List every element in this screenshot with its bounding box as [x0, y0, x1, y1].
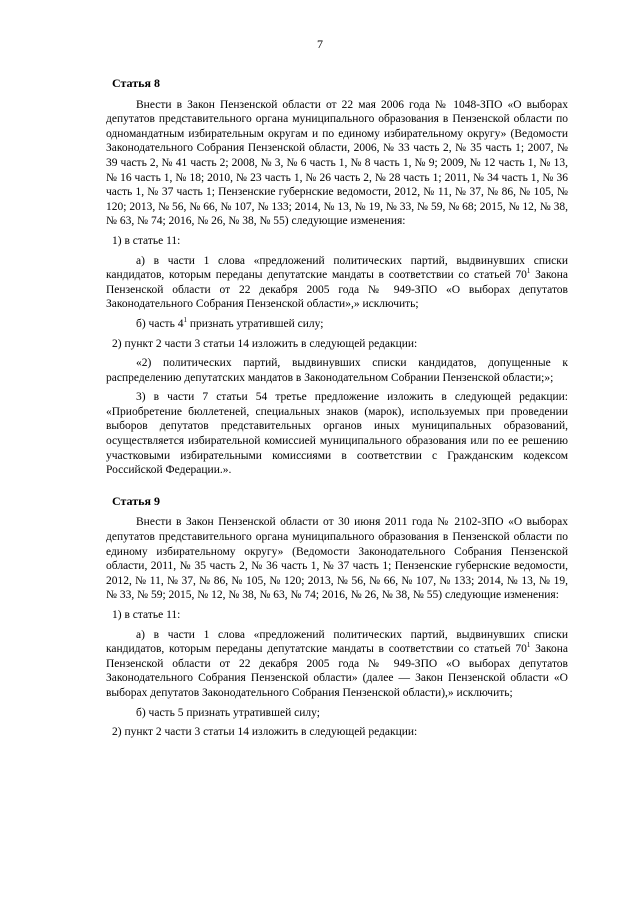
- article-9-item-1a-text-end: Закона Пензенской области от 22 декабря 2005 года № 949-ЗПО «О выборах депутатов Законодательного Собрания Пензенской области» (далее — Закон Пензенской области «О выборах депутатов Законодательного Собрания Пензенской области),» исключить;: [106, 643, 568, 699]
- article-8-item-2-quote: «2) политических партий, выдвинувших списки кандидатов, допущенные к распределению депутатских мандатов в Законодательном Собрании Пензенской области;»;: [106, 357, 568, 384]
- article-8-item-1b-text-end: признать утратившей силу;: [186, 317, 324, 330]
- document-body: [106, 76, 568, 740]
- article-9-title: Статья 9: [112, 493, 160, 508]
- article-8-item-1a: [106, 254, 568, 312]
- article-8-item-1: 1) в статье 11:: [112, 234, 181, 247]
- article-8-item-1a-sup: 1: [526, 267, 531, 276]
- article-9-item-1b: б) часть 5 признать утратившей силу;: [136, 706, 320, 719]
- article-9-item-1a: [106, 628, 568, 701]
- article-9-intro: Внести в Закон Пензенской области от 30 июня 2011 года № 2102-ЗПО «О выборах депутатов представительного органа муниципального образования в Пензенской области по единому избирательному округу» (Ведомости Законодательного Собрания Пензенской области, 2011, № 35 часть 2, № 36 часть 1, № 37 часть 1; Пензенские губернские ведомости, 2012, № 11, № 37, № 86, № 105, № 120; 2013, № 56, № 66, № 107, № 133; 2014, № 13, № 19, № 33, № 59; 2015, № 12, № 38, № 63, № 74; 2016, № 26, № 38, № 55) следующие изменения:: [106, 516, 568, 602]
- article-8-item-1b: [106, 317, 568, 332]
- article-8-item-3: 3) в части 7 статьи 54 третье предложение изложить в следующей редакции: «Приобретение бюллетеней, специальных знаков (марок), используемых при проведении выборов депутатов представительных органов иных муниципальных образований, осуществляется избирательной комиссией муниципального образования или по ее решению участковыми избирательными комиссиями в соответствии с Гражданским кодексом Российской Федерации.».: [106, 391, 568, 477]
- article-9-item-1a-sup: 1: [526, 641, 531, 650]
- article-9-item-1a-text: а) в части 1 слова «предложений политических партий, выдвинувших списки кандидатов, которым переданы депутатские мандаты в соответствии со статьей 70: [106, 628, 568, 656]
- article-8-item-1a-text-end: Закона Пензенской области от 22 декабря 2005 года № 949-ЗПО «О выборах депутатов Законодательного Собрания Пензенской области»,» исключить;: [106, 269, 568, 311]
- article-8-item-1b-text: б) часть 4: [136, 317, 184, 330]
- article-8-title: Статья 8: [112, 76, 160, 90]
- article-8-item-1a-text: а) в части 1 слова «предложений политических партий, выдвинувших списки кандидатов, которым переданы депутатские мандаты в соответствии со статьей 70: [106, 254, 568, 282]
- article-8-item-2: 2) пункт 2 части 3 статьи 14 изложить в следующей редакции:: [112, 337, 418, 350]
- article-9-item-1: 1) в статье 11:: [112, 609, 181, 621]
- page-number: 7: [317, 37, 323, 51]
- article-9-item-2: 2) пункт 2 части 3 статьи 14 изложить в следующей редакции:: [112, 726, 418, 739]
- article-8-intro: Внести в Закон Пензенской области от 22 мая 2006 года № 1048-ЗПО «О выборах депутатов представительного органа муниципального образования в Пензенской области по одномандатным избирательным округам и по единому избирательному округу» (Ведомости Законодательного Собрания Пензенской области, 2006, № 33 часть 2, № 35 часть 1; 2007, № 39 часть 2, № 41 часть 2; 2008, № 3, № 6 часть 1, № 8 часть 1, № 9; 2009, № 12 часть 1, № 13, № 16 часть 1, № 18; 2010, № 23 часть 1, № 26 часть 2, № 28 часть 1; 2011, № 34 часть 1, № 36 часть 1, № 37 часть 1; Пензенские губернские ведомости, 2012, № 11, № 37, № 86, № 105, № 120; 2013, № 56, № 66, № 107, № 133; 2014, № 13, № 19, № 33, № 59, № 68; 2015, № 12, № 38, № 63, № 74; 2016, № 26, № 38, № 55) следующие изменения:: [106, 98, 568, 228]
- article-8-item-1b-sup: 1: [183, 316, 187, 325]
